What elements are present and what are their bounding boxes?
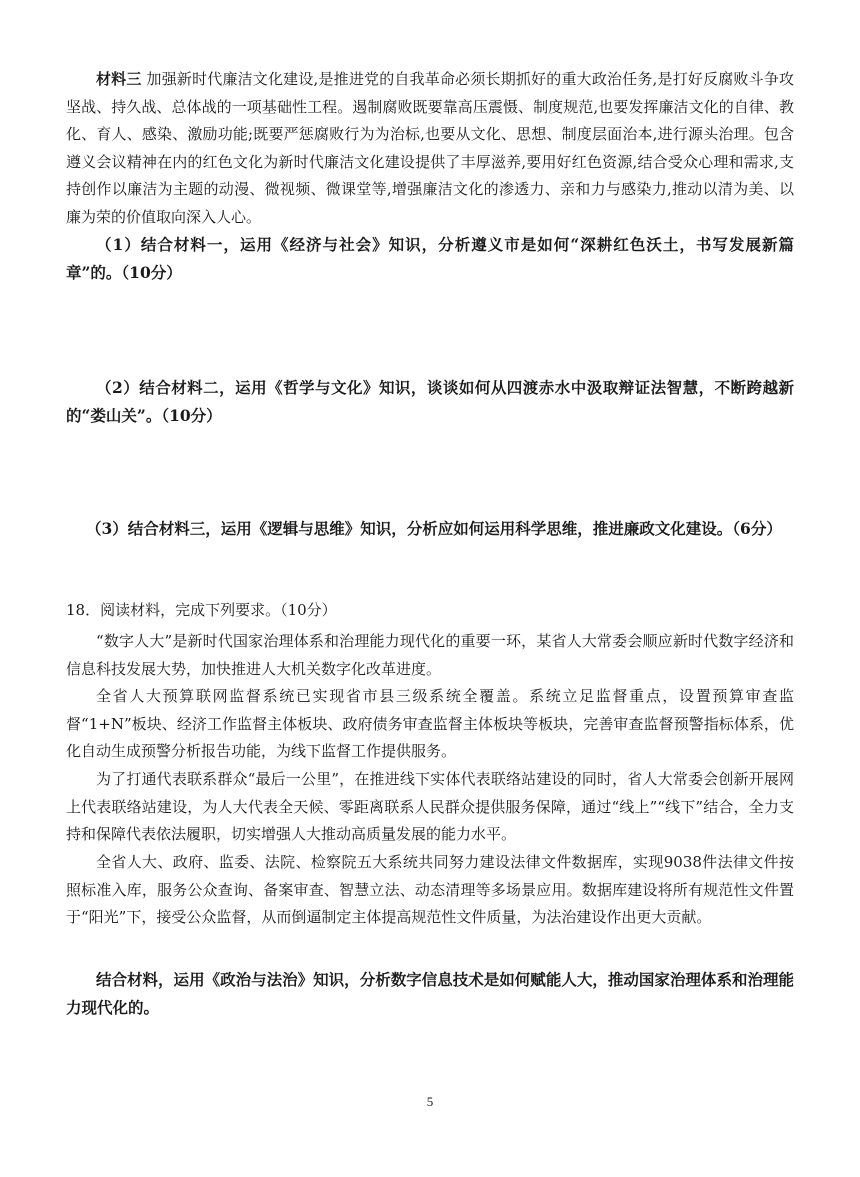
question-1: （1）结合材料一，运用《经济与社会》知识，分析遵义市是如何“深耕红色沃土，书写发展新篇章”的。（10分） — [66, 235, 794, 282]
q18-paragraph-4: 全省人大、政府、监委、法院、检察院五大系统共同努力建设法律文件数据库，实现9038件法律文件按照标准入库，服务公众查询、备案审查、智慧立法、动态清理等多场景应用。数据库建设将所有规范性文件置于“阳光”下，接受公众监督，从而倒逼制定主体提高规范性文件质量，为法治建设作出更大贡献。 — [66, 853, 794, 927]
material-3-label: 材料三 — [96, 70, 142, 88]
page-number: 5 — [426, 1094, 434, 1109]
q18-paragraph-3: 为了打通代表联系群众“最后一公里”，在推进线下实体代表联络站建设的同时，省人大常委会创新开展网上代表联络站建设，为人大代表全天候、零距离联系人民群众提供服务保障，通过“线上”“线下”结合，全力支持和保障代表依法履职，切实增强人大推动高质量发展的能力水平。 — [66, 770, 794, 844]
question-18-heading: 18．阅读材料，完成下列要求。（10分） — [66, 601, 337, 619]
q18-task: 结合材料，运用《政治与法治》知识，分析数字信息技术是如何赋能人大，推动国家治理体系和治理能力现代化的。 — [66, 970, 794, 1017]
material-3-text: 加强新时代廉洁文化建设,是推进党的自我革命必须长期抓好的重大政治任务,是打好反腐败斗争攻坚战、持久战、总体战的一项基础性工程。遏制腐败既要靠高压震慑、制度规范,也要发挥廉洁文化的自律、教化、育人、感染、激励功能;既要严惩腐败行为为治标,也要从文化、思想、制度层面治本,进行源头治理。包含遵义会议精神在内的红色文化为新时代廉洁文化建设提供了丰厚滋养,要用好红色资源,结合受众心理和需求,支持创作以廉洁为主题的动漫、微视频、微课堂等,增强廉洁文化的渗透力、亲和力与感染力,推动以清为美、以廉为荣的价值取向深入人心。 — [66, 70, 794, 226]
q18-paragraph-2: 全省人大预算联网监督系统已实现省市县三级系统全覆盖。系统立足监督重点，设置预算审查监督“1+N”板块、经济工作监督主体板块、政府债务审查监督主体板块等板块，完善审查监督预警指标体系，优化自动生成预警分析报告功能，为线下监督工作提供服务。 — [66, 687, 794, 761]
question-2: （2）结合材料二，运用《哲学与文化》知识，谈谈如何从四渡赤水中汲取辩证法智慧，不断跨越新的“娄山关”。（10分） — [66, 378, 794, 425]
material-3-paragraph — [66, 66, 794, 232]
question-3: （3）结合材料三，运用《逻辑与思维》知识，分析应如何运用科学思维，推进廉政文化建设。（6分） — [86, 519, 782, 538]
q18-paragraph-1: “数字人大”是新时代国家治理体系和治理能力现代化的重要一环，某省人大常委会顺应新时代数字经济和信息科技发展大势，加快推进人大机关数字化改革进度。 — [66, 632, 794, 678]
